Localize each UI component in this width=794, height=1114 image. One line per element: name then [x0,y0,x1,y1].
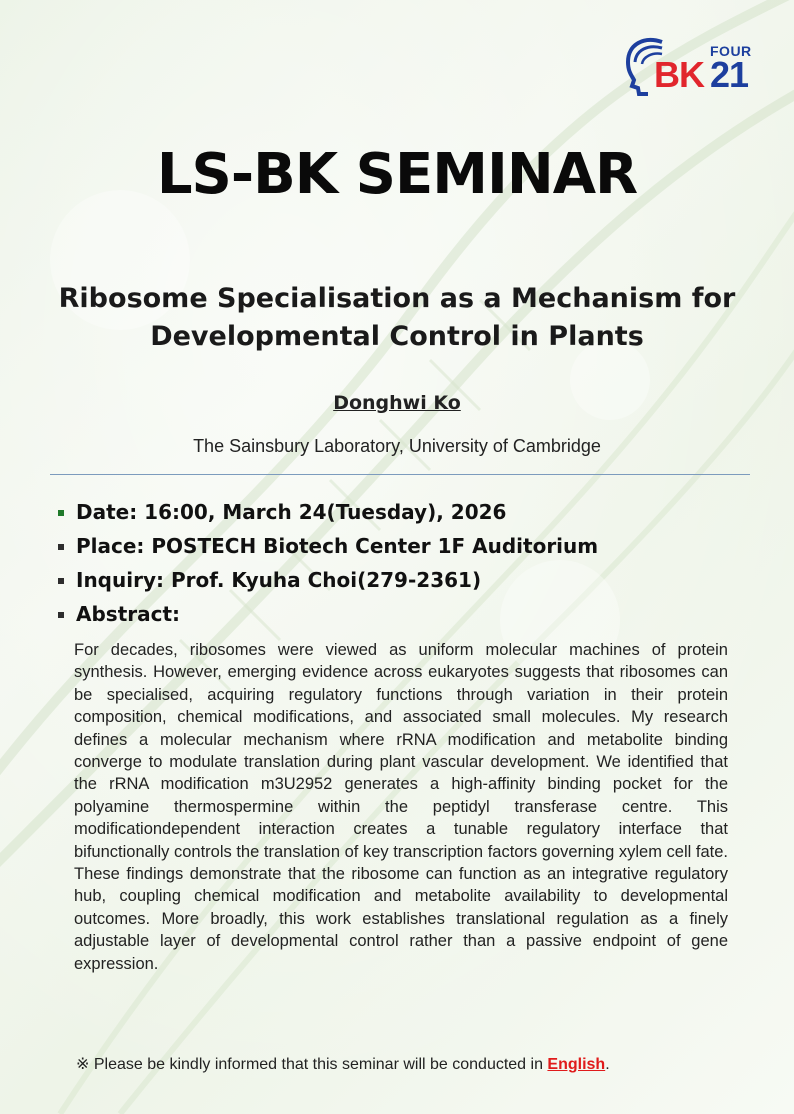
detail-place-text: Place: POSTECH Biotech Center 1F Auditorium [76,534,599,558]
detail-date-text: Date: 16:00, March 24(Tuesday), 2026 [76,500,507,524]
detail-inquiry-text: Inquiry: Prof. Kyuha Choi(279-2361) [76,568,482,592]
language-notice [76,1054,776,1074]
logo-bk-text: BK [654,54,704,95]
square-bullet-icon [58,578,64,584]
detail-place [58,534,758,568]
logo-four-text: FOUR [710,43,752,59]
language-notice-prefix: ※ Please be kindly informed that this seminar will be conducted in [76,1056,548,1073]
square-bullet-icon [58,510,64,516]
bk21-four-logo [622,30,754,98]
detail-abstract-heading [58,602,758,638]
logo-number-text: 21 [710,54,749,95]
square-bullet-icon [58,544,64,550]
square-bullet-icon [58,612,64,618]
seminar-details [58,500,758,638]
language-notice-suffix: . [605,1056,610,1073]
abstract-text: For decades, ribosomes were viewed as uniform molecular machines of protein synthesis. However, emerging evidence across eukaryotes suggests that ribosomes can be specialised, acquiring regulatory functions through variation in their protein composition, chemical modifications, and associated small molecules. My research defines a molecular mechanism where rRNA modification and metabolite binding converge to modulate translation during plant vascular development. We identified that the rRNA modification m3U2952 generates a high-affinity binding pocket for the polyamine thermospermine within the peptidyl transferase centre. This modificationdependent interaction creates a tunable regulatory interface that bifunctionally controls the translation of key transcription factors governing xylem cell fate. These findings demonstrate that the ribosome can function as an integrative regulatory hub, coupling chemical modification and metabolite availability to developmental outcomes. More broadly, this work establishes translational regulation as a finely adjustable layer of developmental control rather than a passive endpoint of gene expression. [74,641,728,973]
speaker-affiliation: The Sainsbury Laboratory, University of Cambridge [193,436,601,456]
speaker-name: Donghwi Ko [333,392,461,414]
abstract-label: Abstract: [76,602,181,626]
talk-title [40,280,754,356]
seminar-title: LS-BK SEMINAR [156,142,638,207]
language-highlight: English [547,1056,606,1073]
divider-line [50,474,750,475]
detail-inquiry [58,568,758,602]
talk-title-line-1: Ribosome Specialisation as a Mechanism for [58,283,736,314]
talk-title-line-2: Developmental Control in Plants [150,321,644,352]
detail-date [58,500,758,534]
